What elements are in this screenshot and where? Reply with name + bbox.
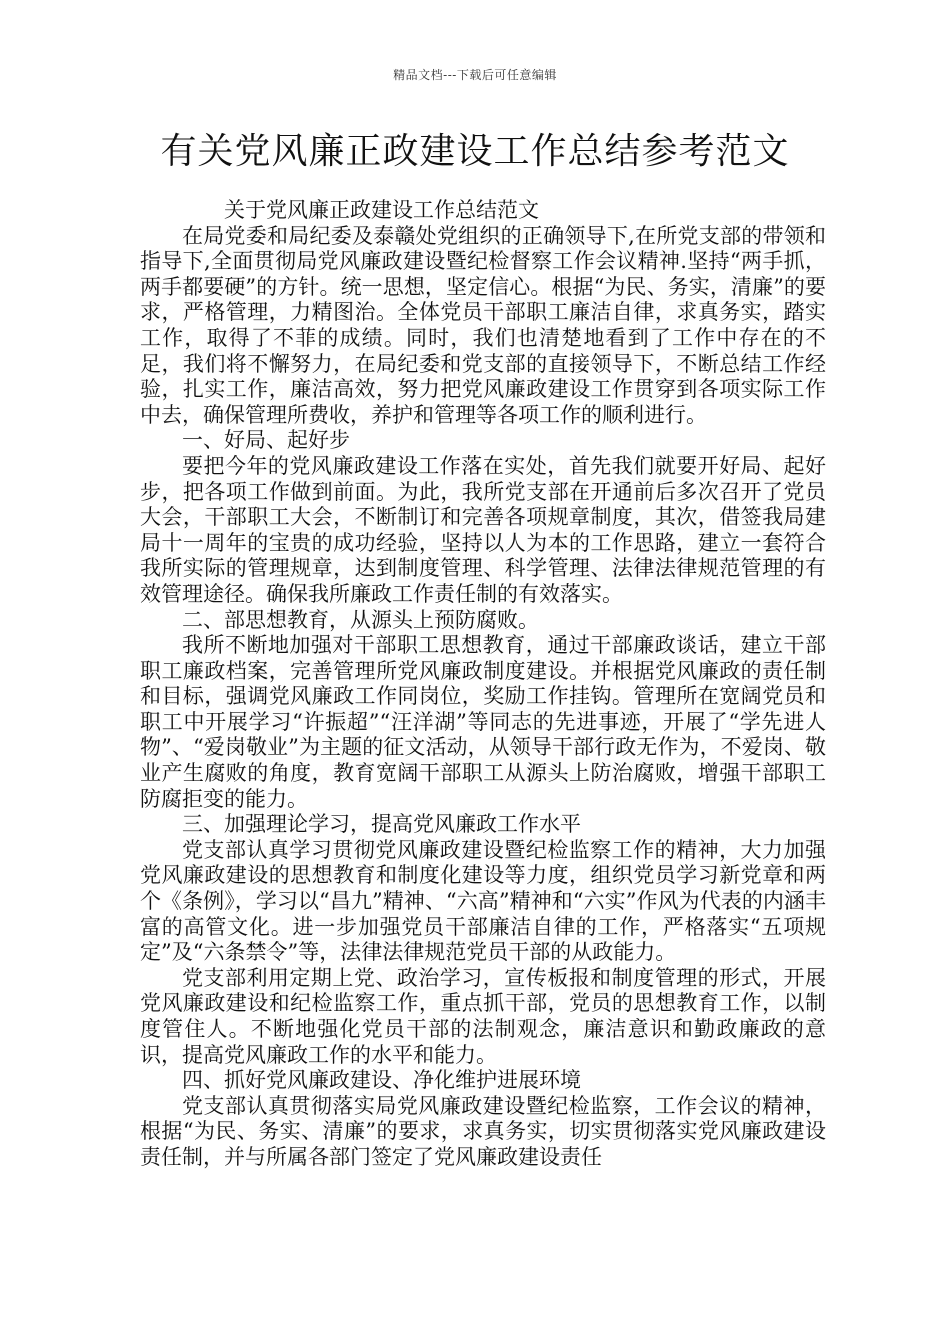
section-heading: 一、好局、起好步 [182,428,350,453]
body-paragraph: 我所不断地加强对干部职工思想教育，通过干部廉政谈话，建立干部职工廉政档案，完善管理所党风廉政制度建设。并根据党风廉政的责任制和目标，强调党风廉政工作同岗位，奖励工作挂钩。管理所在宽阔党员和职工中开展学习“许振超”“汪洋湖”等同志的先进事迹，开展了“学先进人物”、“爱岗敬业”为主题的征文活动，从领导干部行政无作为，不爱岗、敬业产生腐败的角度，教育宽阔干部职工从源头上防治腐败，增强干部职工防腐拒变的能力。 [140,633,826,811]
header-note: 精品文档---下载后可任意编辑 [393,68,557,82]
document-subtitle: 关于党风廉正政建设工作总结范文 [224,198,539,222]
body-paragraph: 党支部认真学习贯彻党风廉政建设暨纪检监察工作的精神，大力加强党风廉政建设的思想教育和制度化建设等力度，组织党员学习新党章和两个《条例》，学习以“昌九”精神、“六高”精神和“六实”作风为代表的内涵丰富的高管文化。进一步加强党员干部廉洁自律的工作，严格落实“五项规定”及“六条禁令”等，法律法律规范党员干部的从政能力。 [140,837,826,965]
body-paragraph: 要把今年的党风廉政建设工作落在实处，首先我们就要开好局、起好步，把各项工作做到前面。为此，我所党支部在开通前后多次召开了党员大会，干部职工大会，不断制订和完善各项规章制度，其次，借签我局建局十一周年的宝贵的成功经验，坚持以人为本的工作思路，建立一套符合我所实际的管理规章，达到制度管理、科学管理、法律法律规范管理的有效管理途径。确保我所廉政工作责任制的有效落实。 [140,453,826,606]
body-paragraph: 党支部利用定期上党、政治学习，宣传板报和制度管理的形式，开展党风廉政建设和纪检监察工作，重点抓干部，党员的思想教育工作，以制度管住人。不断地强化党员干部的法制观念，廉洁意识和勤政廉政的意识，提高党风廉政工作的水平和能力。 [140,965,826,1067]
section-heading: 四、抓好党风廉政建设、净化维护进展环境 [182,1068,581,1093]
section-heading: 二、部思想教育，从源头上预防腐败。 [182,607,539,632]
section-heading: 三、加强理论学习，提高党风廉政工作水平 [182,812,581,837]
document-title: 有关党风廉正政建设工作总结参考范文 [160,131,790,172]
body-paragraph: 在局党委和局纪委及泰赣处党组织的正确领导下,在所党支部的带领和指导下,全面贯彻局党风廉政建设暨纪检督察工作会议精神.坚持“两手抓，两手都要硬”的方针。统一思想，坚定信心。根据“为民、务实，清廉”的要求，严格管理，力精图治。全体党员干部职工廉洁自律，求真务实，踏实工作，取得了不菲的成绩。同时，我们也清楚地看到了工作中存在的不足，我们将不懈努力，在局纪委和党支部的直接领导下，不断总结工作经验，扎实工作，廉洁高效，努力把党风廉政建设工作贯穿到各项实际工作中去，确保管理所费收，养护和管理等各项工作的顺利进行。 [140,223,826,427]
body-paragraph: 党支部认真贯彻落实局党风廉政建设暨纪检监察，工作会议的精神，根据“为民、务实、清廉”的要求，求真务实，切实贯彻落实党风廉政建设责任制，并与所属各部门签定了党风廉政建设责任 [140,1093,826,1169]
document-body [140,198,826,1171]
